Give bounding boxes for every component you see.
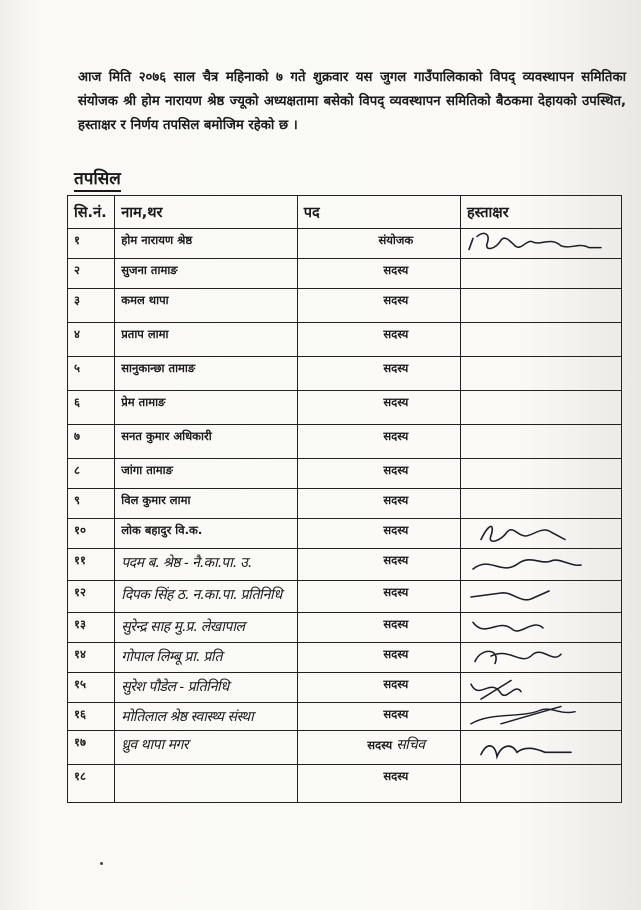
table-row bbox=[68, 519, 622, 549]
row-member-name bbox=[115, 703, 298, 731]
row-signature bbox=[460, 703, 621, 731]
speck bbox=[100, 862, 103, 865]
post-label: सदस्य bbox=[383, 647, 409, 661]
row-member-name bbox=[115, 643, 298, 673]
row-post bbox=[297, 765, 460, 803]
row-post bbox=[297, 731, 460, 765]
row-post bbox=[297, 289, 460, 323]
row-member-name: प्रेम तामाङ bbox=[115, 391, 298, 425]
row-serial-number: ११ bbox=[68, 549, 115, 581]
table-row bbox=[68, 673, 622, 703]
row-signature bbox=[460, 765, 621, 803]
row-signature bbox=[460, 519, 621, 549]
post-label: सदस्य bbox=[383, 769, 409, 783]
row-post bbox=[297, 323, 460, 357]
post-label: सदस्य bbox=[383, 395, 409, 409]
table-row bbox=[68, 765, 622, 803]
row-serial-number: १६ bbox=[68, 703, 115, 731]
post-label: सदस्य bbox=[367, 738, 393, 752]
row-signature bbox=[460, 425, 621, 459]
row-signature bbox=[460, 643, 621, 673]
table-row bbox=[68, 323, 622, 357]
row-serial-number: ३ bbox=[68, 289, 115, 323]
row-member-name: होम नारायण श्रेष्ठ bbox=[115, 229, 298, 259]
post-label: सदस्य bbox=[383, 707, 409, 721]
row-post bbox=[297, 489, 460, 519]
post-label: सदस्य bbox=[383, 677, 409, 691]
signature-scribble bbox=[461, 613, 611, 641]
row-post bbox=[297, 703, 460, 731]
header-signature: हस्ताक्षर bbox=[460, 196, 621, 229]
handwritten-name: सुरेन्द्र साह मु.प्र. लेखापाल bbox=[121, 619, 245, 635]
post-label: सदस्य bbox=[383, 429, 409, 443]
handwritten-name: पदम ब. श्रेष्ठ - नै.का.पा. उ. bbox=[121, 555, 252, 571]
row-member-name bbox=[115, 765, 298, 803]
header-name: नाम,थर bbox=[115, 196, 298, 229]
handwritten-name: दिपक सिंह ठ. न.का.पा. प्रतिनिधि bbox=[121, 587, 282, 603]
row-member-name bbox=[115, 731, 298, 765]
table-row bbox=[68, 357, 622, 391]
row-member-name bbox=[115, 549, 298, 581]
section-heading: तपसिल bbox=[74, 168, 121, 192]
signature-scribble bbox=[461, 673, 611, 701]
row-member-name: प्रताप लामा bbox=[115, 323, 298, 357]
handwritten-name: ध्रुव थापा मगर bbox=[121, 737, 189, 753]
row-post bbox=[297, 613, 460, 643]
row-post bbox=[297, 549, 460, 581]
row-serial-number: ६ bbox=[68, 391, 115, 425]
table-row bbox=[68, 289, 622, 323]
signature-scribble bbox=[461, 643, 611, 671]
handwritten-name: गोपाल लिम्बू प्रा. प्रति bbox=[121, 649, 222, 665]
post-label: सदस्य bbox=[383, 523, 409, 537]
table-row bbox=[68, 259, 622, 289]
signature-scribble bbox=[461, 581, 611, 611]
table-row bbox=[68, 391, 622, 425]
row-member-name: कमल थापा bbox=[115, 289, 298, 323]
row-member-name: विल कुमार लामा bbox=[115, 489, 298, 519]
row-signature bbox=[460, 613, 621, 643]
post-label: सदस्य bbox=[383, 463, 409, 477]
row-signature bbox=[460, 581, 621, 613]
row-post bbox=[297, 519, 460, 549]
handwritten-name: मोतिलाल श्रेष्ठ स्वास्थ्य संस्था bbox=[121, 709, 254, 725]
row-member-name bbox=[115, 613, 298, 643]
row-signature bbox=[460, 357, 621, 391]
row-serial-number: २ bbox=[68, 259, 115, 289]
row-signature bbox=[460, 229, 621, 259]
table-row bbox=[68, 425, 622, 459]
row-signature bbox=[460, 391, 621, 425]
row-serial-number: ५ bbox=[68, 357, 115, 391]
attendance-table bbox=[67, 195, 622, 803]
post-label: सदस्य bbox=[383, 585, 409, 599]
post-label: सदस्य bbox=[383, 617, 409, 631]
row-serial-number: १२ bbox=[68, 581, 115, 613]
post-extra-label: सचिव bbox=[396, 737, 425, 753]
table-row bbox=[68, 581, 622, 613]
header-post: पद bbox=[297, 196, 460, 229]
table-row bbox=[68, 613, 622, 643]
row-signature bbox=[460, 489, 621, 519]
row-member-name bbox=[115, 581, 298, 613]
row-member-name: सुजना तामाङ bbox=[115, 259, 298, 289]
row-signature bbox=[460, 731, 621, 765]
header-sn: सि.नं. bbox=[68, 196, 115, 229]
row-post bbox=[297, 229, 460, 259]
row-signature bbox=[460, 459, 621, 489]
post-label: सदस्य bbox=[383, 553, 409, 567]
row-post bbox=[297, 643, 460, 673]
row-member-name: लोक बहादुर वि.क. bbox=[115, 519, 298, 549]
row-serial-number: १७ bbox=[68, 731, 115, 765]
signature-scribble bbox=[461, 731, 611, 763]
table-row bbox=[68, 643, 622, 673]
row-serial-number: १३ bbox=[68, 613, 115, 643]
row-serial-number: ७ bbox=[68, 425, 115, 459]
row-post bbox=[297, 391, 460, 425]
row-serial-number: १४ bbox=[68, 643, 115, 673]
post-label: सदस्य bbox=[383, 493, 409, 507]
row-member-name: सानुकान्छा तामाङ bbox=[115, 357, 298, 391]
row-signature bbox=[460, 289, 621, 323]
row-post bbox=[297, 581, 460, 613]
row-serial-number: १० bbox=[68, 519, 115, 549]
signature-scribble bbox=[461, 229, 611, 257]
row-post bbox=[297, 459, 460, 489]
row-serial-number: १ bbox=[68, 229, 115, 259]
row-signature bbox=[460, 673, 621, 703]
table-row bbox=[68, 549, 622, 581]
row-post bbox=[297, 357, 460, 391]
row-signature bbox=[460, 549, 621, 581]
table-row bbox=[68, 459, 622, 489]
signature-scribble bbox=[461, 519, 611, 547]
post-label: सदस्य bbox=[383, 327, 409, 341]
post-label: सदस्य bbox=[383, 361, 409, 375]
post-label: सदस्य bbox=[383, 263, 409, 277]
row-serial-number: १८ bbox=[68, 765, 115, 803]
post-label: संयोजक bbox=[378, 233, 414, 247]
signature-scribble bbox=[461, 549, 611, 579]
table-header-row bbox=[68, 196, 622, 229]
row-signature bbox=[460, 323, 621, 357]
row-post bbox=[297, 425, 460, 459]
row-signature bbox=[460, 259, 621, 289]
handwritten-name: सुरेश पौडेल - प्रतिनिधि bbox=[121, 679, 229, 695]
intro-paragraph: आज मिति २०७६ साल चैत्र महिनाको ७ गते शुक्रवार यस जुगल गाउँपालिकाको विपद् व्यवस्थापन समितिका संयोजक श्री होम नारायण श्रेष्ठ ज्यूको अध्यक्षतामा बसेको विपद् व्यवस्थापन समितिको बैठकमा देहायको उपस्थित, हस्ताक्षर र निर्णय तपसिल बमोजिम रहेको छ । bbox=[78, 70, 626, 133]
row-serial-number: ९ bbox=[68, 489, 115, 519]
table-row bbox=[68, 703, 622, 731]
row-post bbox=[297, 259, 460, 289]
table-row bbox=[68, 489, 622, 519]
row-serial-number: ८ bbox=[68, 459, 115, 489]
row-member-name bbox=[115, 673, 298, 703]
row-member-name: जांगा तामाङ bbox=[115, 459, 298, 489]
row-serial-number: १५ bbox=[68, 673, 115, 703]
table-row bbox=[68, 731, 622, 765]
row-post bbox=[297, 673, 460, 703]
post-label: सदस्य bbox=[383, 293, 409, 307]
row-member-name: सनत कुमार अधिकारी bbox=[115, 425, 298, 459]
signature-scribble bbox=[461, 703, 611, 729]
table-row bbox=[68, 229, 622, 259]
row-serial-number: ४ bbox=[68, 323, 115, 357]
